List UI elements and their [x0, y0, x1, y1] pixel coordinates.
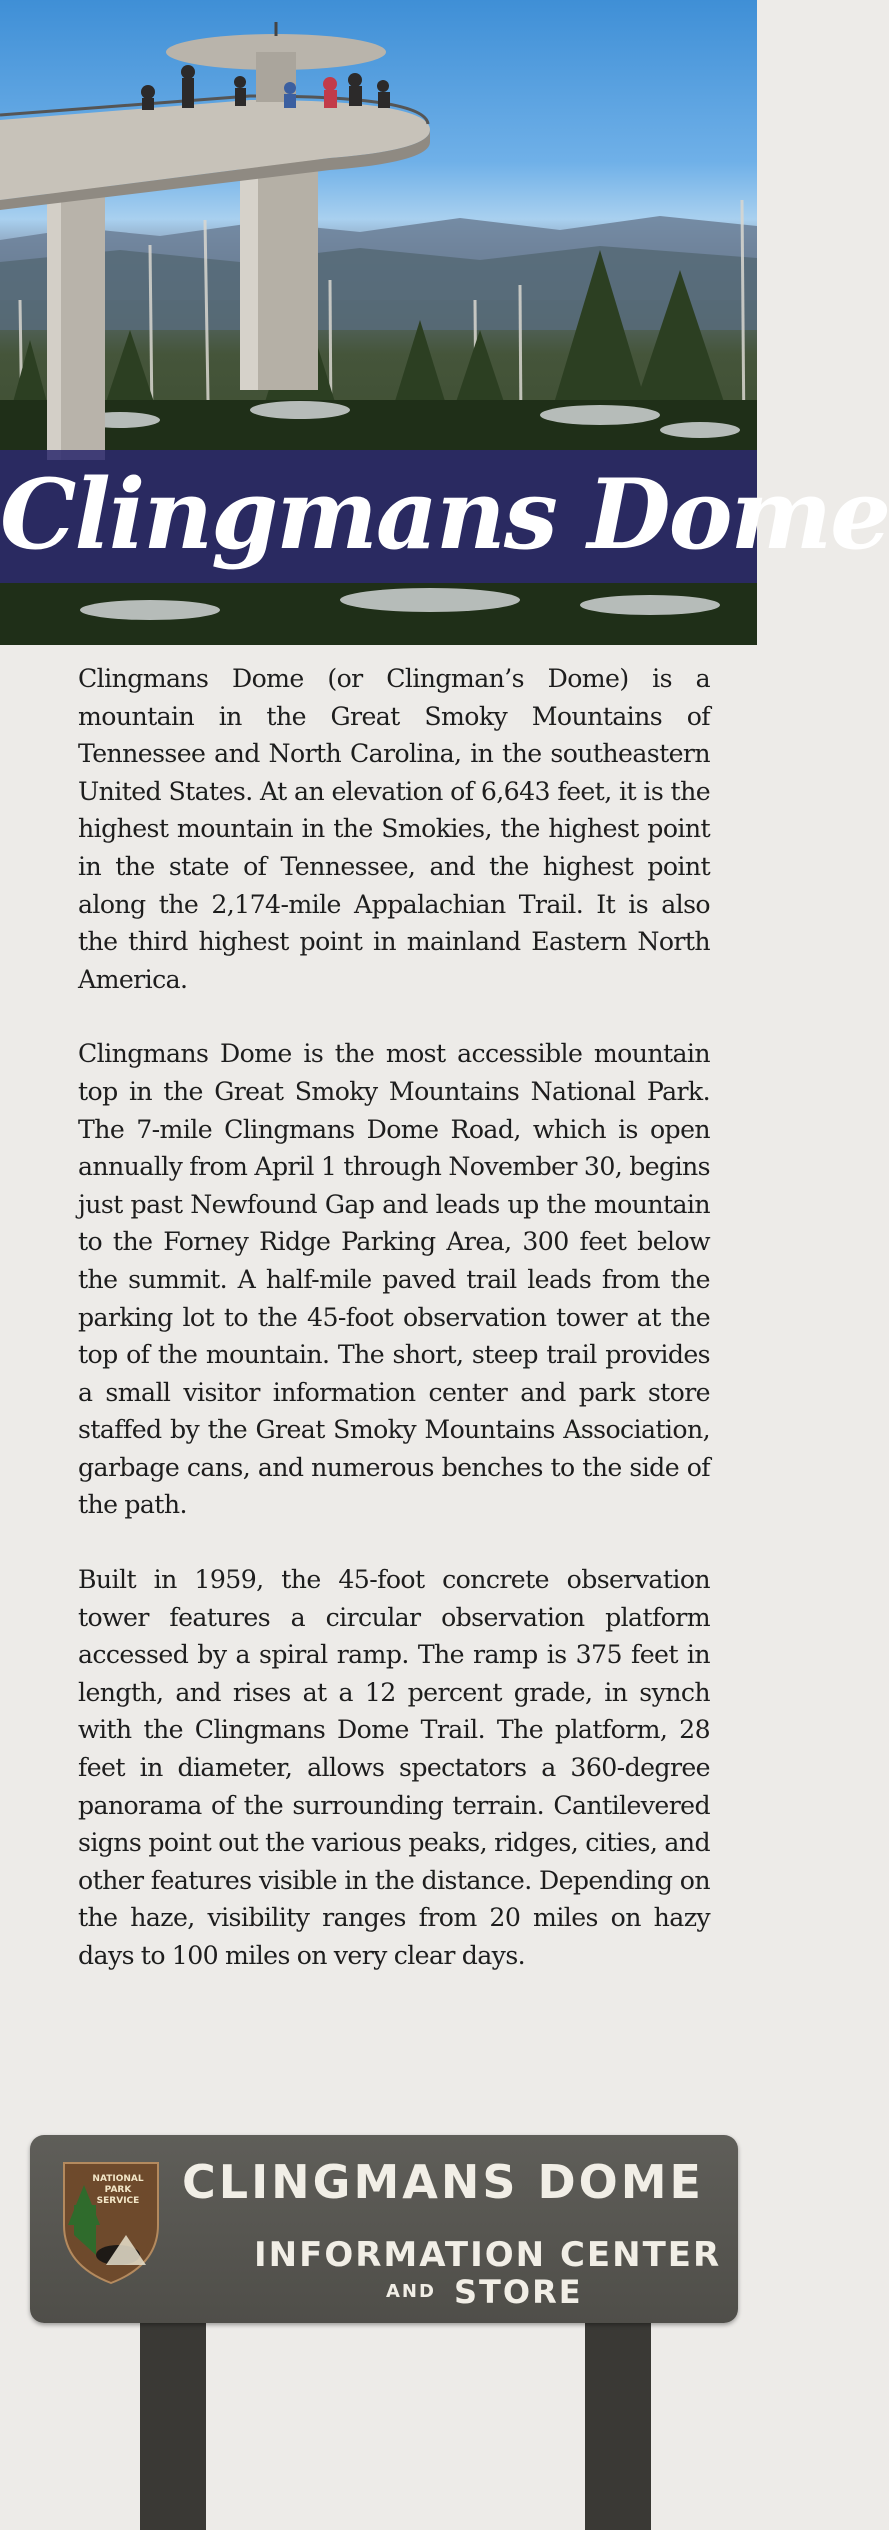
badge-text-national: NATIONAL [92, 2174, 144, 2184]
paragraph-tower: Built in 1959, the 45-foot concrete observation tower features a circular observation platform accessed by a spiral ramp. The ramp is 375 feet in length, and rises at a 12 percent grade, in synch with the Clingmans Dome Trail. The platform, 28 feet in diameter, allows spectators a 360-degree panorama of the surrounding terrain. Cantilevered signs point out the various peaks, ridges, cities, and other features visible in the distance. Depending on the haze, visibility ranges from 20 miles on hazy days to 100 miles on very clear days. [78, 1565, 710, 1970]
hero-photo [0, 0, 889, 645]
article-body [78, 660, 710, 2012]
sign-post-right [585, 2310, 651, 2530]
page-title: Clingmans Dome [0, 458, 889, 571]
sign-post-left [140, 2310, 206, 2530]
paragraph-intro: Clingmans Dome (or Clingman’s Dome) is a mountain in the Great Smoky Mountains of Tennessee and North Carolina, in the southeastern United States. At an elevation of 6,643 feet, it is the highest mountain in the Smokies, the highest point in the state of Tennessee, and the highest point along the 2,174-mile Appalachian Trail. It is also the third highest point in mainland Eastern North America. [78, 664, 710, 994]
information-sign [30, 2135, 738, 2323]
sign-line-title: CLINGMANS DOME [182, 2155, 704, 2209]
sign-line-store: STORE [454, 2273, 583, 2311]
sign-line-and: AND [386, 2281, 436, 2302]
paragraph-access: Clingmans Dome is the most accessible mountain top in the Great Smoky Mountains National Park. The 7-mile Clingmans Dome Road, which is open annually from April 1 through November 30, begins just past Newfound Gap and leads up the mountain to the Forney Ridge Parking Area, 300 feet below the summit. A half-mile paved trail leads from the parking lot to the 45-foot observation tower at the top of the mountain. The short, steep trail provides a small visitor information center and park store staffed by the Great Smoky Mountains Association, garbage cans, and numerous benches to the side of the path. [78, 1039, 710, 1520]
badge-text-park: PARK [104, 2185, 132, 2195]
badge-text-service: SERVICE [96, 2196, 140, 2206]
nps-arrowhead-icon [56, 2155, 166, 2285]
sign-line-information: INFORMATION CENTER [254, 2235, 722, 2275]
sign-photo [0, 2110, 757, 2513]
